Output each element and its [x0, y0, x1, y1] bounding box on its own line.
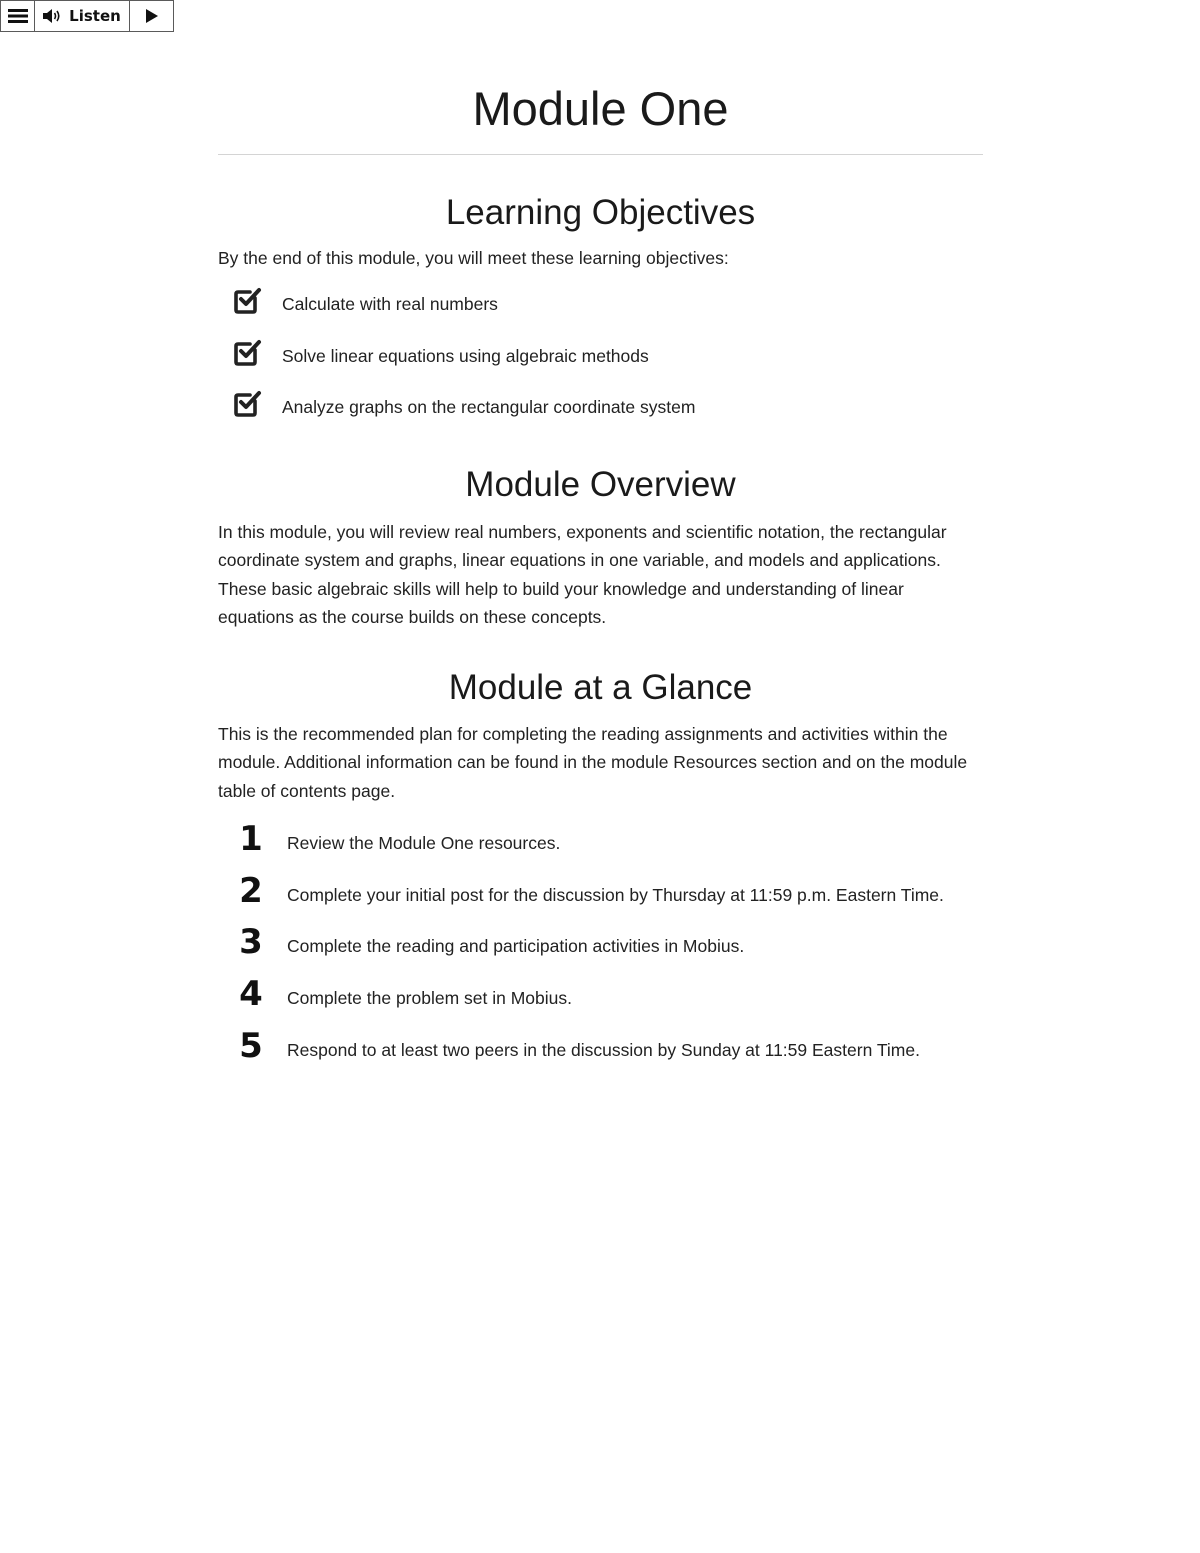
step-label: Complete the problem set in Mobius.	[287, 988, 572, 1009]
checkbox-checked-icon	[233, 338, 263, 368]
step-label: Complete your initial post for the discussion by Thursday at 11:59 p.m. Eastern Time.	[287, 884, 944, 905]
step-number: 4	[239, 974, 263, 1015]
listen-toolbar	[0, 0, 173, 32]
title-divider	[218, 154, 983, 155]
step-label: Respond to at least two peers in the discussion by Sunday at 11:59 Eastern Time.	[287, 1039, 920, 1060]
module-overview-heading: Module Overview	[465, 465, 736, 504]
objective-label: Solve linear equations using algebraic methods	[282, 345, 649, 366]
listen-button[interactable]	[34, 0, 130, 32]
objective-label: Calculate with real numbers	[282, 294, 498, 314]
page-title: Module One	[472, 82, 729, 135]
step-number: 1	[239, 819, 263, 859]
step-number: 3	[239, 922, 263, 963]
plan-step	[218, 1025, 983, 1082]
objectives-intro: By the end of this module, you will meet these learning objectives:	[218, 248, 729, 268]
overview-body: In this module, you will review real numbers, exponents and scientific notation, the rectangular coordinate system and graphs, linear equations in one variable, and models and applications. These basic algebraic skills will help to build your knowledge and understanding of linear equations as the course builds on these concepts.	[218, 522, 947, 628]
objective-label: Analyze graphs on the rectangular coordinate system	[282, 397, 696, 417]
objective-item	[218, 389, 983, 441]
play-button[interactable]	[129, 0, 174, 32]
glance-body: This is the recommended plan for completing the reading assignments and activities within the module. Additional information can be found in the module Resources section and on the module table of contents page.	[218, 724, 968, 801]
plan-step	[218, 819, 983, 875]
objectives-list	[218, 286, 983, 441]
menu-button[interactable]	[0, 0, 35, 32]
speaker-icon	[43, 8, 63, 24]
step-number: 2	[239, 870, 263, 911]
checkbox-checked-icon	[233, 286, 263, 316]
checkbox-checked-icon	[233, 389, 263, 419]
module-at-a-glance-heading: Module at a Glance	[448, 668, 753, 707]
step-label: Review the Module One resources.	[287, 833, 561, 853]
listen-label: Listen	[69, 7, 121, 25]
objective-item	[218, 338, 983, 390]
plan-step	[218, 922, 983, 978]
hamburger-menu-icon	[8, 8, 28, 24]
plan-step	[218, 870, 983, 927]
plan-steps-list	[218, 819, 983, 1081]
step-number: 5	[239, 1025, 263, 1066]
step-label: Complete the reading and participation activities in Mobius.	[287, 936, 745, 957]
plan-step	[218, 974, 983, 1030]
objective-item	[218, 286, 983, 338]
play-icon	[145, 9, 159, 23]
learning-objectives-heading: Learning Objectives	[445, 193, 756, 232]
